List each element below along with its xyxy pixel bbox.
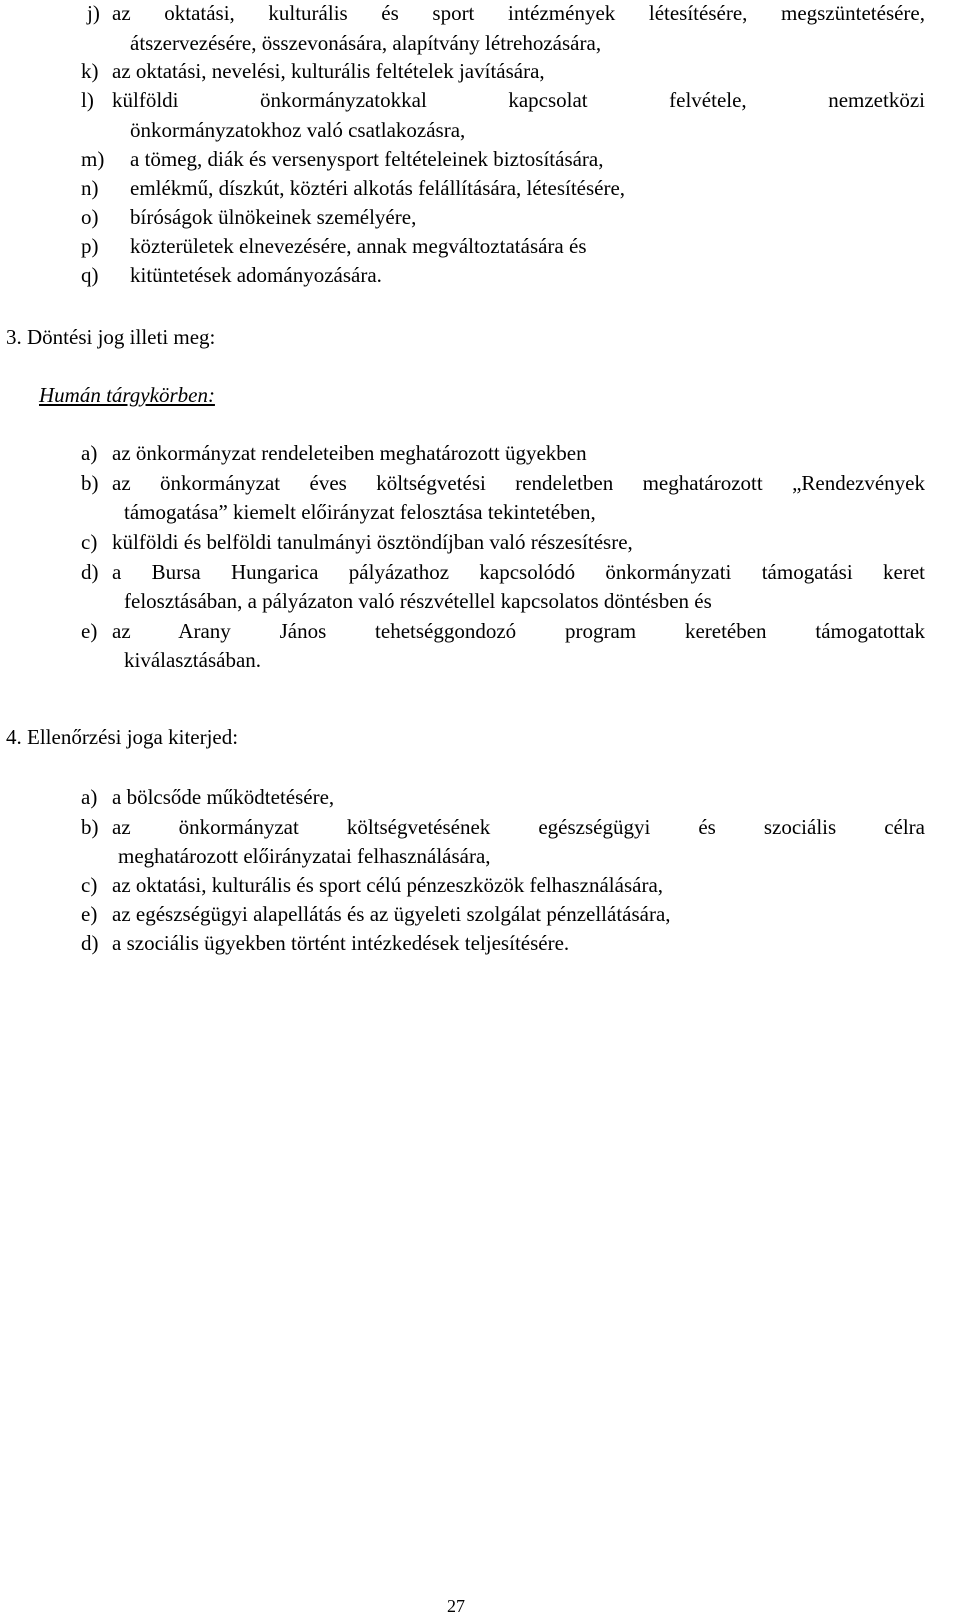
list-label: b) [81,471,99,495]
list-item-text: külföldi önkormányzatokkal kapcsolat felvétele, nemzetközi [112,88,925,112]
section-subheading: Humán tárgykörben: [39,383,215,407]
list-item-continuation: meghatározott előirányzatai felhasználására, [118,844,491,868]
list-item-text: az oktatási, kulturális és sport intézmények létesítésére, megszüntetésére, [112,1,925,25]
list-label: e) [81,902,98,926]
list-label: m) [81,147,105,171]
list-label: a) [81,785,98,809]
list-label: o) [81,205,99,229]
list-item-text: az egészségügyi alapellátás és az ügyeleti szolgálat pénzellátására, [112,902,671,926]
section-heading: 4. Ellenőrzési joga kiterjed: [6,725,239,749]
section-heading: 3. Döntési jog illeti meg: [6,325,216,349]
list-item-text: a tömeg, diák és versenysport feltételeinek biztosítására, [130,147,604,171]
list-item-text: az önkormányzat rendeleteiben meghatározott ügyekben [112,441,587,465]
list-item-text: a bölcsőde működtetésére, [112,785,335,809]
page-number: 27 [447,1596,465,1616]
list-item-continuation: átszervezésére, összevonására, alapítvány létrehozására, [130,31,602,55]
list-label: a) [81,441,98,465]
list-label: e) [81,619,98,643]
list-label: c) [81,530,98,554]
list-item-text: az önkormányzat költségvetésének egészségügyi és szociális célra [112,815,925,839]
list-item-text: az Arany János tehetséggondozó program keretében támogatottak [112,619,925,643]
list-item-text: a szociális ügyekben történt intézkedések teljesítésére. [112,931,570,955]
list-label: b) [81,815,99,839]
list-label: q) [81,263,99,287]
list-label: l) [81,88,94,112]
list-item-text: az önkormányzat éves költségvetési rendeletben meghatározott „Rendezvények [112,471,925,495]
list-item-text: az oktatási, kulturális és sport célú pénzeszközök felhasználására, [112,873,664,897]
list-item-continuation: önkormányzatokhoz való csatlakozásra, [130,118,466,142]
list-item-text: közterületek elnevezésére, annak megváltoztatására és [130,234,587,258]
list-label: c) [81,873,98,897]
list-label: j) [87,1,100,25]
list-label: d) [81,931,99,955]
list-item-text: az oktatási, nevelési, kulturális feltételek javítására, [112,59,545,83]
list-item-text: emlékmű, díszkút, köztéri alkotás felállítására, létesítésére, [130,176,626,200]
list-label: n) [81,176,99,200]
list-label: k) [81,59,99,83]
list-item-text: bíróságok ülnökeinek személyére, [130,205,417,229]
list-item-continuation: kiválasztásában. [124,648,262,672]
list-label: p) [81,234,99,258]
list-item-continuation: támogatása” kiemelt előirányzat felosztása tekintetében, [124,500,596,524]
list-item-text: külföldi és belföldi tanulmányi ösztöndíjban való részesítésre, [112,530,633,554]
list-item-continuation: felosztásában, a pályázaton való részvétellel kapcsolatos döntésben és [124,589,712,613]
list-item-text: kitüntetések adományozására. [130,263,382,287]
list-label: d) [81,560,99,584]
list-item-text: a Bursa Hungarica pályázathoz kapcsolódó önkormányzati támogatási keret [112,560,925,584]
